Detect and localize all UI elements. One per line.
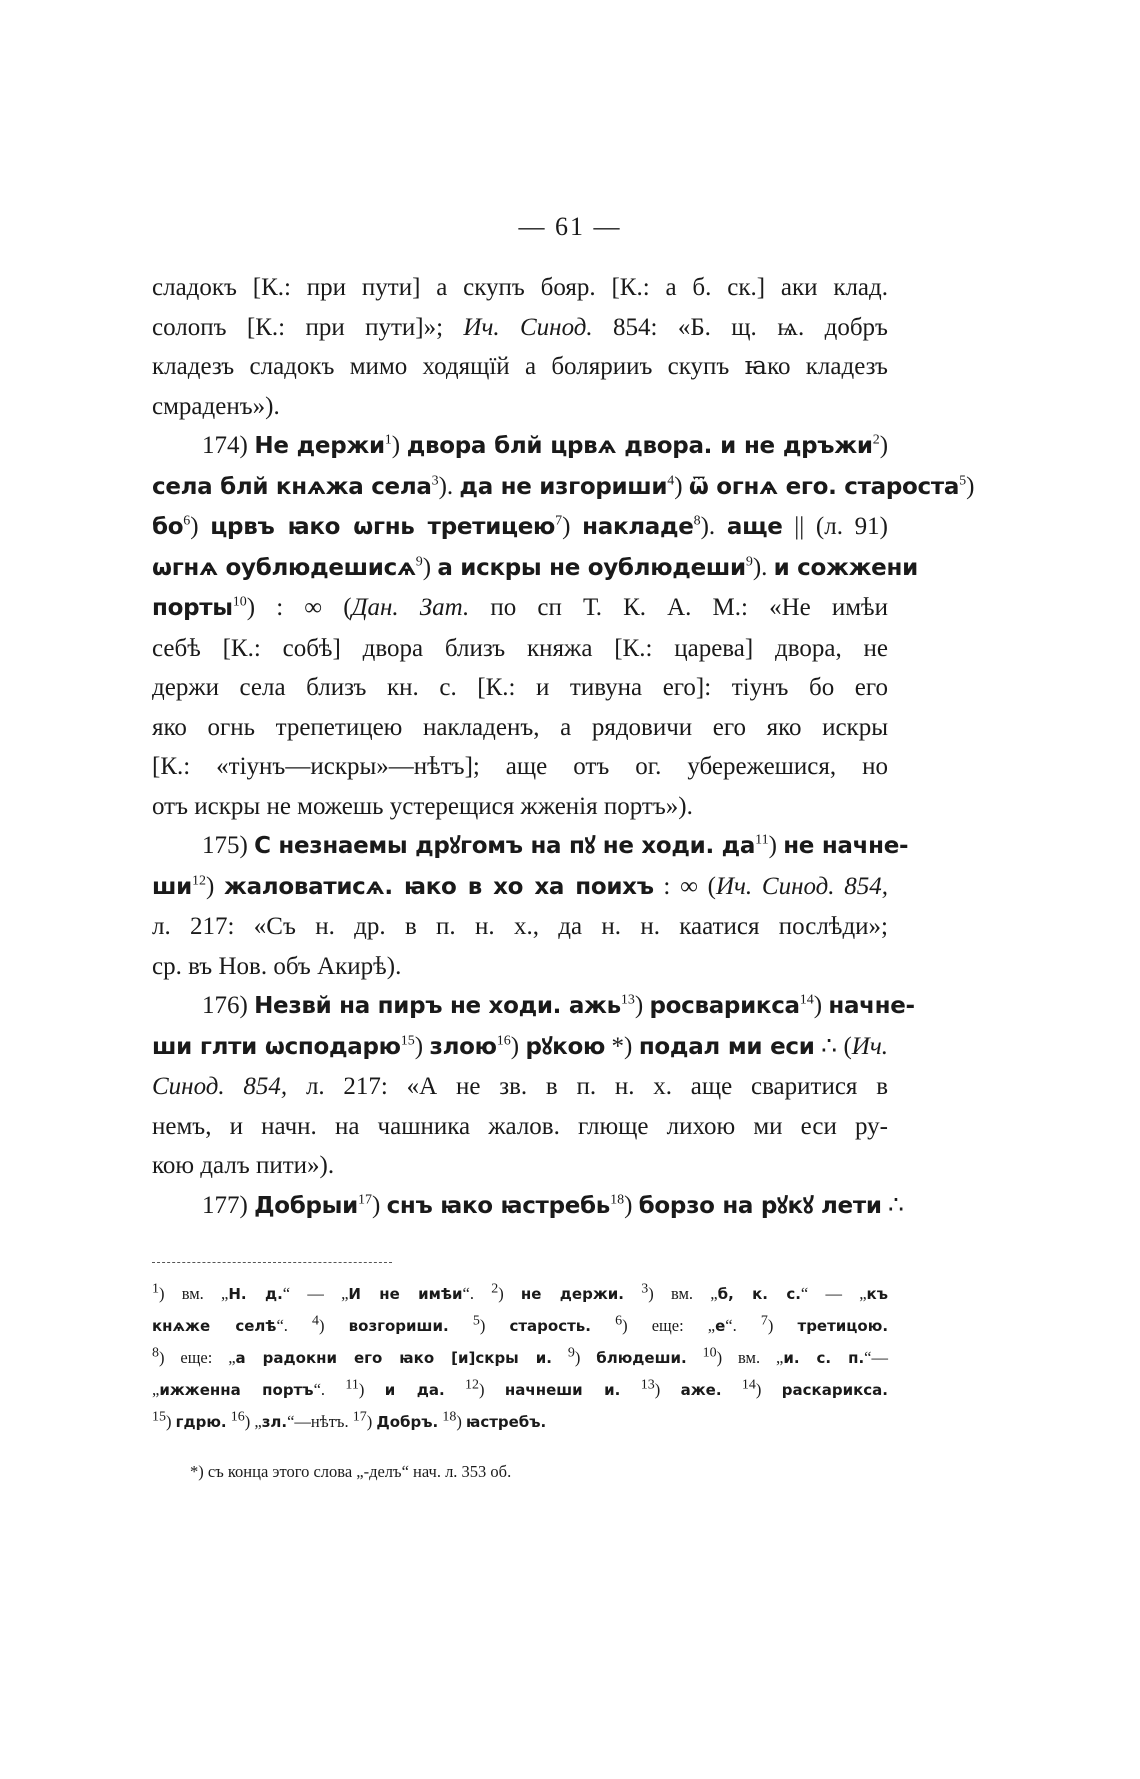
page-number: — 61 —: [518, 212, 622, 241]
text-line: [152, 467, 975, 508]
text-line: [152, 268, 888, 308]
footnote-line: [152, 1342, 888, 1374]
body-text: [152, 268, 975, 1226]
church-slavonic-text: а искры не оублюдеши: [437, 554, 746, 581]
text-run: “.: [313, 1380, 346, 1399]
footnote-line: [152, 1374, 888, 1406]
text-run: ): [456, 1412, 466, 1431]
text-run: ) вм. „: [716, 1348, 784, 1367]
text-run: ): [510, 1032, 526, 1060]
church-slavonic-text: ꙗстребъ.: [465, 1413, 547, 1431]
church-slavonic-text: да не изгориши: [459, 473, 668, 500]
text-line: [152, 308, 888, 348]
text-run: [624, 1284, 641, 1303]
footnote-marker: 9: [745, 554, 753, 570]
church-slavonic-text: накладе: [582, 514, 694, 540]
text-run: ): [479, 1316, 510, 1335]
text-run: [552, 1348, 568, 1367]
footnote-marker: 3: [641, 1281, 649, 1297]
text-run: ср. въ Нов. объ Акирѣ).: [152, 952, 402, 980]
text-run: ): [768, 832, 784, 859]
footnotes: [152, 1278, 888, 1487]
footnote-line: [152, 1406, 888, 1438]
footnote-marker: 4: [312, 1313, 320, 1329]
text-run: ): [414, 1032, 430, 1060]
footnote-marker: 17: [358, 1192, 373, 1208]
text-run: “ — „: [800, 1284, 867, 1303]
church-slavonic-text: злою: [429, 1033, 497, 1060]
source-reference: Синод. 854,: [152, 1073, 288, 1100]
church-slavonic-text: И не имѣи: [348, 1285, 463, 1303]
text-run: 174): [202, 432, 255, 459]
text-run: ): [319, 1316, 349, 1335]
text-line: [152, 588, 888, 629]
text-run: ): [205, 872, 224, 900]
text-line: [152, 1107, 888, 1147]
church-slavonic-text: и. с. п.: [783, 1349, 865, 1367]
text-run: [449, 1316, 473, 1335]
church-slavonic-text: Незвй на пиръ не ходи. ажь: [254, 993, 621, 1019]
text-line: [152, 668, 888, 708]
footnote-marker: 8: [693, 513, 701, 529]
text-run: [620, 1380, 640, 1399]
text-run: 175): [202, 832, 255, 859]
text-run: ).: [700, 513, 727, 540]
text-run: л. 217: «Съ н. др. в п. н. х., да н. н. каатися послѣди»;: [152, 913, 888, 940]
footnote-lines: [152, 1278, 888, 1438]
footnote-marker: 12: [465, 1377, 480, 1393]
text-line: [152, 826, 909, 867]
footnote-marker: 8: [152, 1345, 159, 1361]
footnote-marker: 16: [230, 1409, 245, 1425]
text-run: ): [479, 1380, 505, 1399]
text-run: сладокъ [К.: при пути] а скупъ бояр. [К.: а б. ск.] аки клад.: [152, 274, 888, 301]
text-run: 854: «Б. щ. ѩ. добръ: [592, 313, 888, 341]
text-run: ): [391, 432, 407, 459]
text-run: ): [562, 513, 583, 540]
church-slavonic-text: росварикса: [649, 993, 800, 1019]
church-slavonic-text: рꙋкою: [525, 1033, 606, 1060]
text-line: [152, 867, 888, 908]
source-reference: Ич. Синод. 854,: [715, 872, 889, 900]
footnote-marker: 16: [496, 1033, 511, 1049]
footnote-marker: 18: [442, 1409, 457, 1425]
text-run: ∴: [881, 1191, 904, 1219]
church-slavonic-text: и да.: [384, 1381, 445, 1399]
text-run: “.: [725, 1316, 761, 1335]
church-slavonic-text: и сожжени: [773, 554, 918, 581]
text-run: 177): [202, 1191, 255, 1219]
church-slavonic-text: третицою.: [797, 1317, 889, 1335]
text-line: [152, 708, 888, 748]
text-run: яко огнь трепетицею накладенъ, а рядовичи его яко искры: [152, 713, 888, 741]
text-run: ): [498, 1284, 521, 1303]
church-slavonic-text: црвъ ꙗко ѡгнь третицею: [210, 514, 556, 540]
church-slavonic-text: бо: [152, 514, 184, 540]
footnote-marker: 1: [152, 1281, 159, 1297]
text-run: ) вм. „: [159, 1284, 229, 1303]
text-run: || (л. 91): [782, 513, 888, 540]
footnote-marker: 13: [620, 992, 635, 1008]
text-run: ): [634, 992, 650, 1019]
text-run: ): [654, 1380, 681, 1399]
footnote-marker: 17: [352, 1409, 367, 1425]
text-run: [445, 1380, 465, 1399]
text-run: смраденъ»).: [152, 392, 280, 420]
church-slavonic-text: гдрю.: [175, 1413, 227, 1431]
footnote-marker: 9: [567, 1345, 575, 1361]
text-run: ) вм. „: [648, 1284, 718, 1303]
text-line: [152, 787, 888, 827]
text-line: [152, 947, 888, 987]
church-slavonic-text: С незнаемы дрꙋгомъ на пꙋ не ходи. да: [254, 833, 756, 859]
text-run: солопъ [К.: при пути]»;: [152, 313, 464, 341]
text-run: ): [574, 1348, 597, 1367]
text-run: ) : ∞ (: [246, 594, 352, 621]
footnote-marker: 7: [760, 1313, 768, 1329]
text-run: “ — „: [282, 1284, 349, 1303]
text-run: немъ, и начн. на чашника жалов. глюще лихою ми еси ру-: [152, 1112, 888, 1140]
text-run: ) еще: „: [159, 1348, 236, 1367]
text-run: „: [152, 1380, 160, 1399]
text-run: ).: [438, 472, 460, 500]
footnote-marker: 4: [667, 473, 675, 489]
text-run: ): [422, 553, 438, 581]
church-slavonic-text: возгориши.: [348, 1317, 449, 1335]
text-line: [152, 1067, 888, 1107]
text-line: [152, 426, 888, 467]
footnote-line: [152, 1278, 888, 1310]
footnote-marker: 12: [191, 873, 206, 889]
footnote-marker: 6: [183, 513, 191, 529]
text-run: “—нѣтъ.: [287, 1412, 353, 1431]
source-reference: Ич. Синод.: [463, 313, 593, 341]
text-line: [152, 387, 888, 427]
church-slavonic-text: ши: [152, 873, 192, 900]
footnote-marker: 14: [799, 992, 814, 1008]
church-slavonic-text: села блй кнѧжа села: [152, 473, 432, 500]
text-run: ): [166, 1412, 176, 1431]
church-slavonic-text: двора блй црвѧ двора. и не дръжи: [406, 433, 873, 459]
text-run: *): [605, 1032, 639, 1060]
text-run: ): [674, 472, 689, 500]
text-line: [152, 1146, 888, 1186]
church-slavonic-text: не начне-: [783, 833, 909, 859]
footnote-marker: 10: [702, 1345, 717, 1361]
text-run: ): [879, 432, 889, 459]
church-slavonic-text: подал ми еси: [638, 1033, 815, 1060]
footnote-marker: 2: [872, 432, 880, 448]
footnote-marker: 6: [615, 1313, 623, 1329]
footnote-marker: 5: [472, 1313, 480, 1329]
text-run: кладезъ сладокъ мимо ходящїй а болярииъ скупъ ꙗко кладезъ: [152, 353, 888, 380]
text-line: [152, 1027, 888, 1068]
text-run: “—: [864, 1348, 888, 1367]
source-reference: Ич.: [851, 1032, 888, 1060]
text-run: по сп Т. К. А. М.: «Не имѣи: [469, 594, 889, 621]
footnote-marker: 2: [491, 1281, 499, 1297]
footnote-marker: 15: [400, 1033, 415, 1049]
church-slavonic-text: Н. д.: [228, 1285, 283, 1303]
footnote-marker: 9: [415, 554, 423, 570]
text-run: держи села близъ кн. с. [К.: и тивуна его]: тіунъ бо его: [152, 674, 888, 701]
church-slavonic-text: порты: [152, 595, 233, 621]
footnote-marker: 10: [232, 594, 247, 610]
church-slavonic-text: аще: [726, 514, 783, 540]
text-run: ): [624, 1191, 639, 1219]
church-slavonic-text: Не держи: [254, 433, 385, 459]
footnote-marker: 1: [384, 432, 392, 448]
church-slavonic-text: кнѧже селѣ: [152, 1317, 277, 1335]
church-slavonic-text: ѡгнѧ оублюдешисѧ: [152, 554, 416, 581]
text-run: л. 217: «А не зв. в п. н. х. аще сваритися в: [287, 1073, 888, 1100]
church-slavonic-text: начнеши и.: [504, 1381, 621, 1399]
church-slavonic-text: аже.: [680, 1381, 722, 1399]
text-run: “.: [276, 1316, 313, 1335]
text-run: ).: [752, 553, 774, 581]
text-run: отъ искры не можешь устерещися жженія портъ»).: [152, 792, 693, 820]
church-slavonic-text: ижженна портъ: [159, 1381, 314, 1399]
footnote-marker: 14: [741, 1377, 756, 1393]
footnote-marker: 18: [610, 1192, 625, 1208]
church-slavonic-text: е: [715, 1317, 726, 1335]
church-slavonic-text: Добрыи: [254, 1192, 359, 1219]
footnote-marker: 11: [345, 1377, 359, 1393]
text-run: ): [358, 1380, 385, 1399]
text-run: ∴ (: [814, 1032, 852, 1060]
text-run: кою далъ пити»).: [152, 1152, 335, 1179]
church-slavonic-text: начне-: [828, 993, 915, 1019]
text-run: : ∞ (: [653, 872, 716, 900]
footnote-marker: 3: [431, 473, 439, 489]
footnote-marker: 15: [152, 1409, 166, 1425]
church-slavonic-text: блюдеши.: [596, 1349, 687, 1367]
church-slavonic-text: ѿ огнѧ его. староста: [688, 473, 960, 500]
church-slavonic-text: къ: [866, 1285, 888, 1303]
text-line: [152, 548, 918, 589]
source-reference: Дан. Зат.: [351, 594, 470, 621]
text-run: “.: [462, 1284, 492, 1303]
text-line: [152, 1186, 904, 1227]
text-line: [152, 747, 888, 787]
text-run: ) еще: „: [622, 1316, 716, 1335]
text-line: [152, 629, 888, 669]
text-run: ): [813, 992, 829, 1019]
church-slavonic-text: а радокни его ꙗко [и]скры и.: [235, 1349, 552, 1367]
text-run: ): [767, 1316, 798, 1335]
footnote-divider: [152, 1262, 392, 1263]
church-slavonic-text: борзо на рꙋкꙋ лети: [638, 1192, 882, 1219]
text-run: [687, 1348, 703, 1367]
text-run: себѣ [К.: собѣ] двора близъ княжа [К.: царева] двора, не: [152, 634, 888, 662]
church-slavonic-text: старость.: [509, 1317, 591, 1335]
text-run: ): [966, 472, 975, 500]
church-slavonic-text: б, к. с.: [717, 1285, 801, 1303]
text-run: [К.: «тіунъ—искры»—нѣтъ]; аще отъ ог. убережешися, но: [152, 753, 888, 780]
church-slavonic-text: не держи.: [520, 1285, 624, 1303]
text-run: [722, 1380, 742, 1399]
church-slavonic-text: ши глти ѡсподарю: [152, 1033, 401, 1060]
text-run: ) „: [244, 1412, 262, 1431]
text-run: ): [190, 513, 211, 540]
text-run: ): [366, 1412, 377, 1431]
footnote-marker: 13: [640, 1377, 655, 1393]
footnote-marker: 11: [755, 832, 769, 848]
text-line: [152, 347, 888, 387]
footnote-line: [152, 1310, 888, 1342]
footnote-marker: 5: [959, 473, 967, 489]
footnote-marker: 7: [555, 513, 563, 529]
text-line: [152, 907, 888, 947]
text-line: [152, 507, 888, 548]
text-run: ): [755, 1380, 782, 1399]
text-run: [591, 1316, 615, 1335]
church-slavonic-text: раскарикса.: [781, 1381, 888, 1399]
text-run: ): [372, 1191, 387, 1219]
text-line: [152, 986, 915, 1027]
church-slavonic-text: зл.: [261, 1413, 288, 1431]
star-footnote: *) съ конца этого слова „-делъ“ нач. л. 353 об.: [190, 1462, 512, 1481]
text-run: 176): [202, 992, 255, 1019]
church-slavonic-text: Добръ.: [376, 1413, 439, 1431]
church-slavonic-text: жаловатисѧ. ꙗко в хо ха поихъ: [224, 873, 654, 900]
church-slavonic-text: снъ ꙗко ꙗстребь: [386, 1192, 611, 1219]
